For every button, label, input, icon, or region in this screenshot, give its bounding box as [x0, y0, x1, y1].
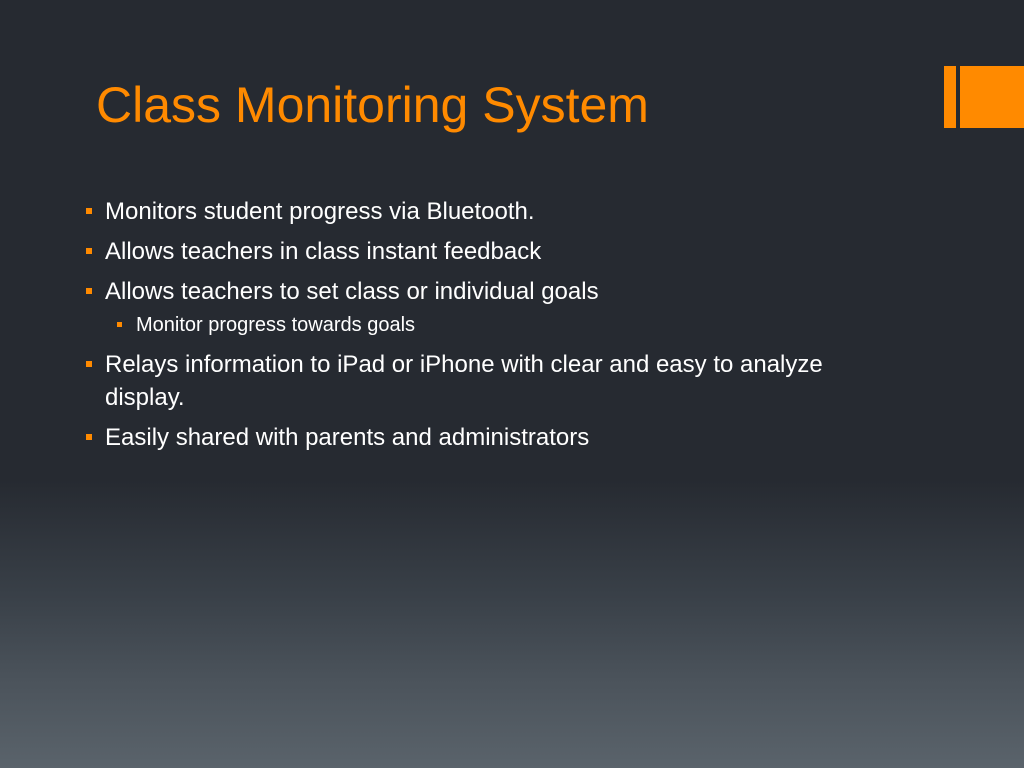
theme-logo-icon	[944, 66, 1024, 128]
bullet-text: Easily shared with parents and administrators	[105, 424, 590, 451]
bullet-text: Allows teachers in class instant feedback	[105, 238, 542, 265]
bullet-item	[84, 275, 874, 308]
slide-title: Class Monitoring System	[96, 77, 649, 133]
bullet-list	[84, 195, 874, 461]
bullet-text: Relays information to iPad or iPhone with clear and easy to analyze display.	[105, 351, 823, 411]
square-bullet-icon	[86, 434, 92, 440]
bullet-text: Allows teachers to set class or individual goals	[105, 278, 599, 305]
bullet-item	[84, 195, 874, 228]
sub-bullet-item	[84, 312, 874, 338]
bullet-item	[84, 348, 874, 414]
square-bullet-icon	[117, 322, 122, 327]
sub-bullet-text: Monitor progress towards goals	[136, 314, 416, 336]
square-bullet-icon	[86, 208, 92, 214]
logo-bar-wide	[960, 66, 1024, 128]
square-bullet-icon	[86, 248, 92, 254]
square-bullet-icon	[86, 361, 92, 367]
bullet-item	[84, 421, 874, 454]
logo-bar-thin	[944, 66, 956, 128]
square-bullet-icon	[86, 288, 92, 294]
bullet-text: Monitors student progress via Bluetooth.	[105, 198, 535, 225]
bullet-item	[84, 235, 874, 268]
